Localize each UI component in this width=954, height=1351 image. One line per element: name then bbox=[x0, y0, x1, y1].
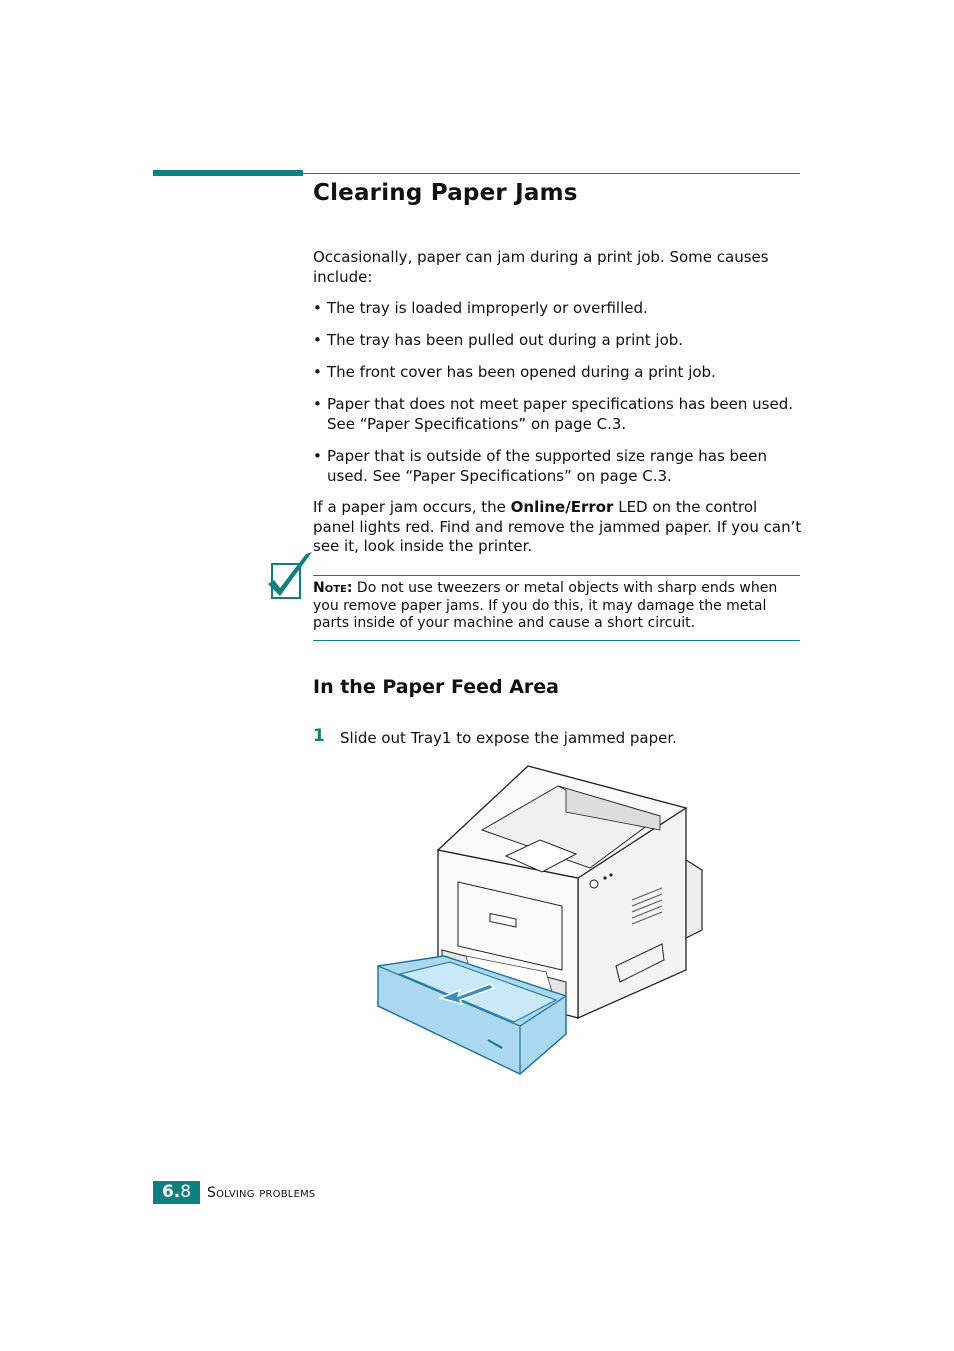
note-rule-bottom bbox=[313, 640, 800, 641]
page-number-box bbox=[153, 1181, 200, 1204]
printer-tray-illustration bbox=[370, 760, 710, 1080]
footer-section-label: Solving problems bbox=[207, 1185, 316, 1201]
list-item: • Paper that does not meet paper specifications has been used. See “Paper Specifications” on page C.3. bbox=[313, 395, 793, 433]
checkmark-icon bbox=[266, 550, 314, 606]
led-name: Online/Error bbox=[510, 498, 614, 516]
note-rule-top bbox=[313, 575, 800, 576]
page-title: Clearing Paper Jams bbox=[313, 180, 578, 206]
list-item: • The front cover has been opened during a print job. bbox=[313, 363, 716, 381]
page-number: 8 bbox=[180, 1182, 192, 1202]
step-number: 1 bbox=[313, 726, 325, 746]
jam-paragraph: If a paper jam occurs, the Online/Error LED on the control panel lights red. Find and remove the jammed paper. If you can’t see it, look inside the printer. bbox=[313, 498, 802, 555]
note-text: Do not use tweezers or metal objects with sharp ends when you remove paper jams. If you do this, it may damage the metal parts inside of your machine and cause a short circuit. bbox=[313, 580, 778, 631]
chapter-number: 6. bbox=[161, 1182, 181, 1202]
list-item: • The tray is loaded improperly or overfilled. bbox=[313, 299, 648, 317]
step-text: Slide out Tray1 to expose the jammed paper. bbox=[340, 729, 677, 747]
list-item: • Paper that is outside of the supported size range has been used. See “Paper Specifications” on page C.3. bbox=[313, 447, 768, 485]
section-heading: In the Paper Feed Area bbox=[313, 676, 560, 698]
list-item: • The tray has been pulled out during a print job. bbox=[313, 331, 684, 349]
intro-paragraph: Occasionally, paper can jam during a print job. Some causes include: bbox=[313, 248, 769, 286]
note-box bbox=[313, 580, 800, 633]
header-rule-thin bbox=[303, 173, 800, 174]
header-rule-thick bbox=[153, 170, 303, 176]
note-label: Note: bbox=[313, 580, 353, 596]
